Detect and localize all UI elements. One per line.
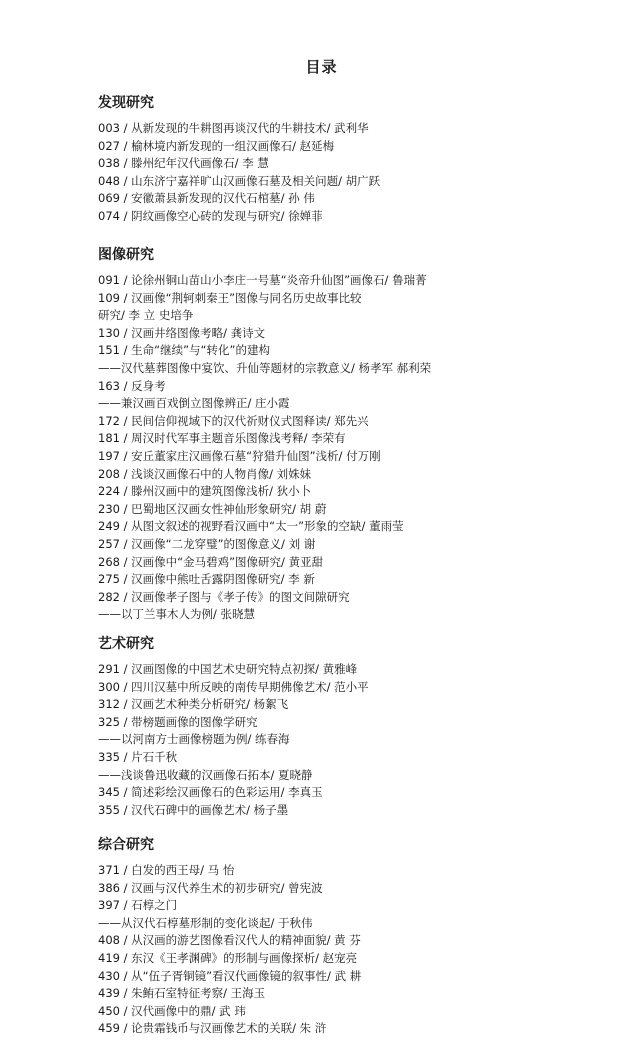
- toc-entry: 335 / 片石千秋: [98, 749, 178, 764]
- section-discovery: [98, 93, 618, 226]
- toc-entry: 224 / 滕州汉画中的建筑图像浅析/ 狄小卜: [98, 484, 312, 499]
- toc-entry: 151 / 生命“继续”与“转化”的建构: [98, 343, 270, 358]
- toc-entry: ——兼汉画百戏倒立图像辨正/ 庄小霞: [98, 396, 290, 411]
- toc-entry: 172 / 民间信仰视域下的汉代祈财仪式图释读/ 郑先兴: [98, 413, 369, 428]
- toc-entry: 163 / 反身考: [98, 378, 166, 393]
- page-title: 目录: [305, 58, 338, 76]
- toc-entry: 408 / 从汉画的游艺图像看汉代人的精神面貌/ 黄 芬: [98, 933, 361, 948]
- toc-entry: 325 / 带榜题画像的图像学研究: [98, 714, 258, 729]
- toc-entry: 386 / 汉画与汉代养生术的初步研究/ 曾宪波: [98, 880, 323, 895]
- toc-entry: 109 / 汉画像“荆轲刺秦王”图像与同名历史故事比较: [98, 290, 362, 305]
- section-heading: 发现研究: [98, 95, 154, 111]
- toc-entry: 091 / 论徐州铜山苗山小李庄一号墓“炎帝升仙图”画像石/ 鲁瑞菁: [98, 273, 427, 287]
- toc-entry: 074 / 阴纹画像空心砖的发现与研究/ 徐婵菲: [98, 208, 323, 223]
- toc-entry: 275 / 汉画像中熊吐舌露阴图像研究/ 李 新: [98, 572, 315, 587]
- toc-entry: 研究/ 李 立 史培争: [98, 308, 194, 323]
- toc-entry: 291 / 汉画图像的中国艺术史研究特点初探/ 黄雅峰: [98, 662, 358, 676]
- toc-entry: 450 / 汉代画像中的鼎/ 武 玮: [98, 1003, 246, 1018]
- toc-entry: 230 / 巴蜀地区汉画女性神仙形象研究/ 胡 蔚: [98, 501, 327, 516]
- section-art-studies: [98, 634, 618, 819]
- toc-entry: 345 / 简述彩绘汉画像石的色彩运用/ 李真玉: [98, 785, 323, 800]
- section-heading: 图像研究: [98, 247, 154, 263]
- section-comprehensive-studies: [98, 835, 618, 1038]
- toc-entry: 459 / 论贵霜钱币与汉画像艺术的关联/ 朱 浒: [98, 1021, 327, 1036]
- toc-entry: 439 / 朱鲔石室特征考察/ 王海玉: [98, 986, 266, 1001]
- toc-entry: 181 / 周汉时代军事主题音乐图像浅考释/ 李荣有: [98, 431, 346, 446]
- toc-entry: 257 / 汉画像“二龙穿璧”的图像意义/ 刘 谢: [98, 536, 316, 551]
- toc-entry: 300 / 四川汉墓中所反映的南传早期佛像艺术/ 范小平: [98, 679, 369, 694]
- toc-entry: ——以丁兰事木人为例/ 张晓慧: [98, 607, 256, 622]
- toc-entry: 069 / 安徽萧县新发现的汉代石棺墓/ 孙 伟: [98, 191, 315, 206]
- section-heading: 综合研究: [98, 837, 154, 853]
- toc-entry: 430 / 从“伍子胥铜镜”看汉代画像镜的叙事性/ 武 耕: [98, 968, 362, 983]
- toc-entry: 208 / 浅谈汉画像石中的人物肖像/ 刘姝妹: [98, 466, 312, 481]
- toc-entry: 027 / 榆林境内新发现的一组汉画像石/ 赵延梅: [98, 138, 335, 153]
- toc-entry: 197 / 安丘董家庄汉画像石墓“狩猎升仙图”浅析/ 付万刚: [98, 448, 381, 463]
- toc-entry: 312 / 汉画艺术种类分析研究/ 杨絮飞: [98, 697, 289, 712]
- toc-entry: 397 / 石椁之门: [98, 898, 178, 913]
- toc-entry: 048 / 山东济宁嘉祥旷山汉画像石墓及相关问题/ 胡广跃: [98, 173, 381, 188]
- toc-entry: 249 / 从图文叙述的视野看汉画中“太一”形象的空缺/ 董雨莹: [98, 519, 404, 534]
- toc-entry: ——浅谈鲁迅收藏的汉画像石拓本/ 夏晓静: [98, 767, 313, 782]
- toc-entry: 130 / 汉画井络图像考略/ 龚诗文: [98, 325, 266, 340]
- toc-entry: 282 / 汉画像孝子图与《孝子传》的图文间隙研究: [98, 589, 350, 604]
- toc-entry: 038 / 滕州纪年汉代画像石/ 李 慧: [98, 156, 269, 171]
- toc-entry: 268 / 汉画像中“金马碧鸡”图像研究/ 黄亚甜: [98, 554, 324, 569]
- toc-entry: 355 / 汉代石碑中的画像艺术/ 杨子墨: [98, 802, 289, 817]
- toc-entry: ——汉代墓葬图像中宴饮、升仙等题材的宗教意义/ 杨孝军 郝利荣: [98, 360, 432, 375]
- section-image-studies: [98, 245, 618, 624]
- toc-entry: ——以河南方士画像榜题为例/ 练春海: [98, 732, 290, 747]
- toc-entry: 003 / 从新发现的牛耕图再谈汉代的牛耕技术/ 武利华: [98, 121, 369, 135]
- toc-entry: 371 / 白发的西王母/ 马 怡: [98, 863, 235, 877]
- toc-entry: ——从汉代石椁墓形制的变化谈起/ 于秋伟: [98, 915, 313, 930]
- toc-entry: 419 / 东汉《王孝渊碑》的形制与画像探析/ 赵宠亮: [98, 950, 358, 965]
- section-heading: 艺术研究: [98, 636, 154, 652]
